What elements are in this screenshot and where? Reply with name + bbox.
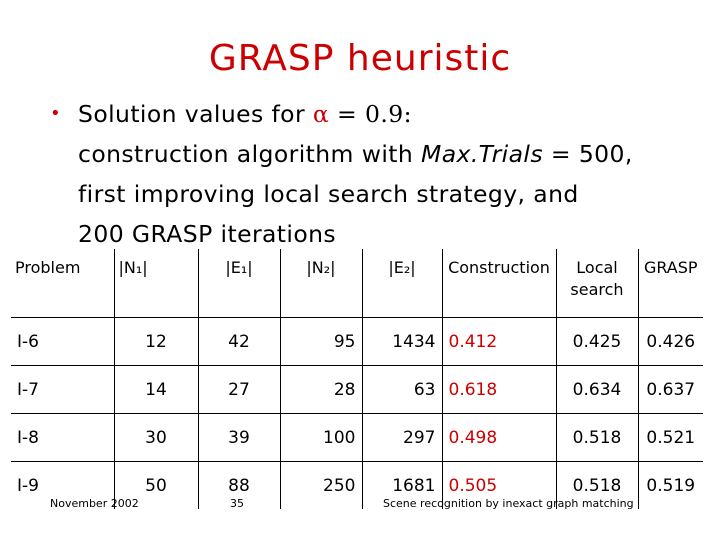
table-header-row <box>11 249 703 318</box>
table-row <box>11 318 703 366</box>
cell-e1: 88 <box>198 462 280 510</box>
cell-grasp: 0.521 <box>646 427 696 448</box>
bullet-line-4: 200 GRASP iterations <box>78 220 337 248</box>
cell-n2: 95 <box>280 318 362 366</box>
cell-problem: I-9 <box>11 462 114 510</box>
alpha-value: = 0.9: <box>329 100 412 128</box>
cell-n1: 30 <box>114 414 198 462</box>
slide-title: GRASP heuristic <box>208 38 512 79</box>
cell-e1: 42 <box>198 318 280 366</box>
header-n2: |N₂| <box>280 249 362 318</box>
cell-n2: 28 <box>280 366 362 414</box>
cell-construction: 0.505 <box>442 462 556 510</box>
footer-page-number: 35 <box>230 497 244 510</box>
bullet-icon: • <box>50 103 62 124</box>
cell-e1: 27 <box>198 366 280 414</box>
cell-n2: 100 <box>280 414 362 462</box>
bullet-text-prefix: Solution values for <box>78 100 313 128</box>
footer-topic: Scene recognition by inexact graph matching <box>383 497 634 510</box>
header-e1: |E₁| <box>198 249 280 318</box>
cell-grasp: 0.519 <box>646 475 696 496</box>
cell-construction: 0.412 <box>442 318 556 366</box>
cell-problem: I-6 <box>11 318 114 366</box>
cell-e2: 297 <box>362 414 442 462</box>
cell-grasp: 0.637 <box>646 379 696 400</box>
header-e2: |E₂| <box>362 249 442 318</box>
cell-local-search: 0.634 <box>556 366 638 414</box>
cell-local-search: 0.518 <box>556 462 638 510</box>
bullet-point <box>50 94 690 254</box>
cell-n2: 250 <box>280 462 362 510</box>
results-table <box>11 249 703 509</box>
header-grasp: GRASP <box>643 258 698 277</box>
bullet-text: = 500, <box>542 140 633 168</box>
header-n1: |N₁| <box>114 249 198 318</box>
cell-construction: 0.498 <box>442 414 556 462</box>
cell-e1: 39 <box>198 414 280 462</box>
bullet-text: construction algorithm with <box>78 140 422 168</box>
footer-date: November 2002 <box>50 497 139 510</box>
table-row <box>11 414 703 462</box>
cell-construction: 0.618 <box>442 366 556 414</box>
bullet-line-2 <box>78 134 690 174</box>
cell-n1: 50 <box>114 462 198 510</box>
alpha-symbol: α <box>312 100 330 128</box>
cell-problem: I-8 <box>11 414 114 462</box>
header-local-search: Local search <box>556 249 638 318</box>
cell-e2: 1681 <box>362 462 442 510</box>
cell-problem: I-7 <box>11 366 114 414</box>
header-construction: Construction <box>442 249 556 318</box>
max-trials-param: Max.Trials <box>421 140 543 168</box>
cell-local-search: 0.425 <box>556 318 638 366</box>
cell-n1: 14 <box>114 366 198 414</box>
bullet-line-3: first improving local search strategy, and <box>78 180 579 208</box>
header-problem: Problem <box>11 249 114 318</box>
cell-e2: 63 <box>362 366 442 414</box>
bullet-line-1 <box>78 94 690 134</box>
cell-local-search: 0.518 <box>556 414 638 462</box>
cell-grasp: 0.426 <box>646 331 696 352</box>
cell-n1: 12 <box>114 318 198 366</box>
cell-e2: 1434 <box>362 318 442 366</box>
table-row <box>11 366 703 414</box>
